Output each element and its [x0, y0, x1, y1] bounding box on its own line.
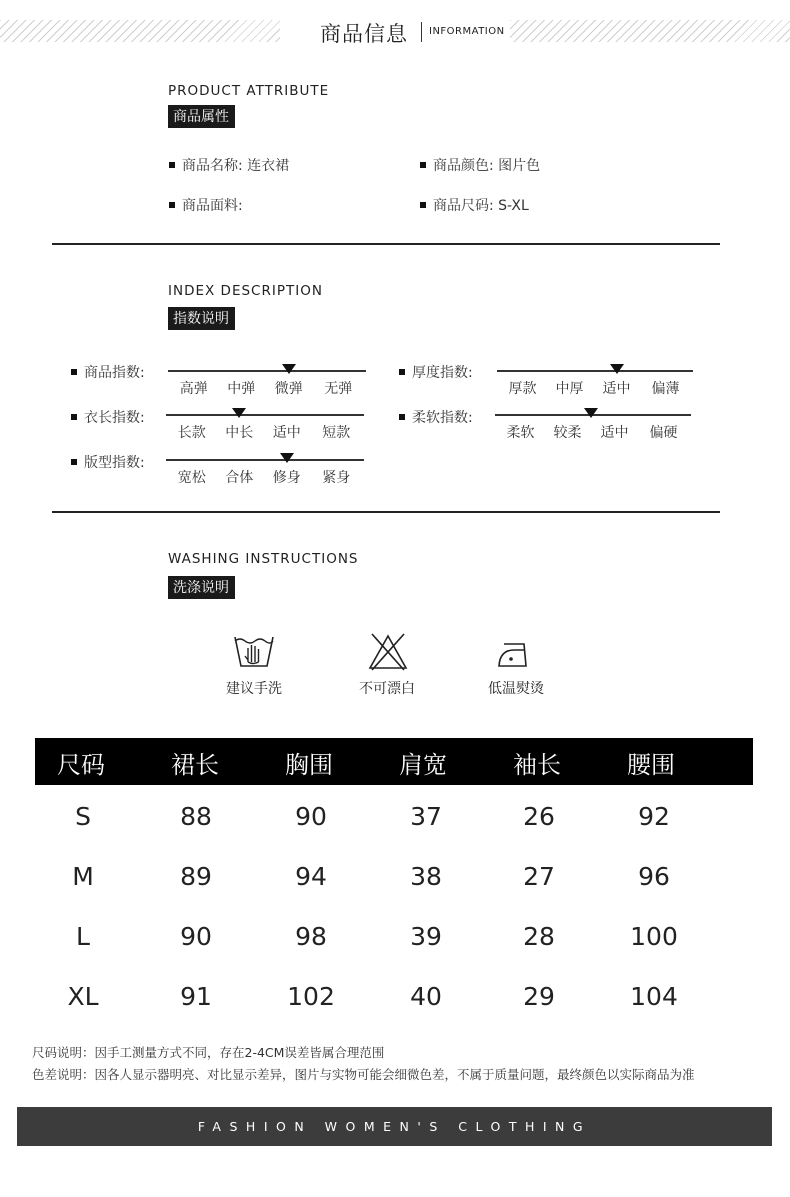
size-table-header-cell: 裙长 — [171, 751, 219, 779]
footer-banner — [17, 1107, 772, 1146]
size-table-cell: 90 — [180, 922, 212, 951]
size-table-cell: 29 — [523, 982, 555, 1011]
scale-option: 短款 — [322, 425, 351, 441]
size-table-cell: 94 — [295, 862, 327, 891]
index-scale-length — [166, 408, 364, 448]
size-table-header-cell: 尺码 — [57, 751, 105, 779]
bullet-icon — [71, 459, 77, 465]
hand-wash-icon — [232, 632, 276, 672]
index-label-softness: 柔软指数: — [399, 407, 473, 427]
scale-option: 微弹 — [274, 381, 303, 397]
color-note: 色差说明：因各人显示器明亮、对比显示差异，图片与实物可能会细微色差，不属于质量问题，最终颜色以实际商品为准 — [32, 1067, 695, 1082]
washing-title-en: WASHING INSTRUCTIONS — [168, 551, 359, 567]
size-table-cell: 26 — [523, 802, 555, 831]
scale-option: 偏薄 — [651, 381, 680, 397]
attribute-title-cn: 商品属性 — [168, 105, 235, 128]
scale-marker-icon — [282, 364, 296, 374]
section-divider — [52, 243, 720, 245]
size-table-cell: 102 — [287, 982, 335, 1011]
size-table-size-cell: L — [76, 922, 90, 951]
size-table-cell: 89 — [180, 862, 212, 891]
bullet-icon — [169, 162, 175, 168]
attribute-item-color: 商品颜色: 图片色 — [420, 155, 540, 175]
size-table-cell: 98 — [295, 922, 327, 951]
scale-option: 较柔 — [553, 425, 582, 441]
bullet-icon — [399, 369, 405, 375]
section-divider — [52, 511, 720, 513]
size-table-cell: 96 — [638, 862, 670, 891]
bullet-icon — [420, 202, 426, 208]
size-table-cell: 92 — [638, 802, 670, 831]
attribute-item-size: 商品尺码: S-XL — [420, 195, 529, 215]
size-table-header — [35, 738, 753, 785]
size-table-cell: 37 — [410, 802, 442, 831]
scale-option: 偏硬 — [649, 425, 678, 441]
header-subtitle: INFORMATION — [429, 26, 505, 37]
index-scale-fit — [166, 453, 364, 493]
size-table-cell: 88 — [180, 802, 212, 831]
index-label-elasticity: 商品指数: — [71, 362, 145, 382]
size-note: 尺码说明：因手工测量方式不同，存在2-4CM误差皆属合理范围 — [32, 1045, 385, 1060]
scale-option: 中长 — [225, 425, 254, 441]
wash-label-hand: 建议手洗 — [226, 681, 282, 697]
index-scale-thickness — [497, 364, 693, 404]
index-title-cn: 指数说明 — [168, 307, 235, 330]
scale-option: 适中 — [600, 425, 629, 441]
size-table-header-cell: 袖长 — [513, 751, 561, 779]
header-hatch-right — [510, 20, 790, 42]
header-hatch-left — [0, 20, 280, 42]
washing-title-cn: 洗涤说明 — [168, 576, 235, 599]
size-table-cell: 38 — [410, 862, 442, 891]
scale-option: 高弹 — [179, 381, 208, 397]
footer-text: FASHION WOMEN'S CLOTHING — [197, 1119, 592, 1134]
scale-marker-icon — [610, 364, 624, 374]
size-table-size-cell: M — [72, 862, 94, 891]
scale-option: 适中 — [602, 381, 631, 397]
scale-option: 中弹 — [227, 381, 256, 397]
scale-option: 柔软 — [506, 425, 535, 441]
scale-line — [166, 414, 364, 416]
size-table-cell: 104 — [630, 982, 678, 1011]
wash-label-iron: 低温熨烫 — [488, 681, 544, 697]
size-table-header-cell: 胸围 — [285, 751, 333, 779]
size-table-size-cell: S — [75, 802, 91, 831]
wash-label-bleach: 不可漂白 — [359, 681, 415, 697]
low-iron-icon — [494, 632, 538, 672]
size-table-cell: 39 — [410, 922, 442, 951]
scale-option: 宽松 — [177, 470, 206, 486]
header-separator — [421, 22, 422, 42]
scale-option: 长款 — [177, 425, 206, 441]
size-table-cell: 91 — [180, 982, 212, 1011]
index-scale-elasticity — [168, 364, 366, 404]
size-table-cell: 40 — [410, 982, 442, 1011]
attribute-item-name: 商品名称: 连衣裙 — [169, 155, 289, 175]
scale-option: 适中 — [272, 425, 301, 441]
scale-option: 厚款 — [508, 381, 537, 397]
scale-option: 无弹 — [324, 381, 353, 397]
index-label-thickness: 厚度指数: — [399, 362, 473, 382]
size-table-cell: 100 — [630, 922, 678, 951]
size-table-size-cell: XL — [67, 982, 99, 1011]
index-title-en: INDEX DESCRIPTION — [168, 283, 323, 299]
attribute-title-en: PRODUCT ATTRIBUTE — [168, 83, 330, 99]
bullet-icon — [71, 369, 77, 375]
scale-marker-icon — [280, 453, 294, 463]
scale-line — [497, 370, 693, 372]
scale-marker-icon — [584, 408, 598, 418]
attribute-item-fabric: 商品面料: — [169, 195, 243, 215]
size-table-header-cell: 腰围 — [627, 751, 675, 779]
bullet-icon — [420, 162, 426, 168]
index-label-fit: 版型指数: — [71, 452, 145, 472]
index-label-length: 衣长指数: — [71, 407, 145, 427]
scale-option: 合体 — [225, 470, 254, 486]
scale-marker-icon — [232, 408, 246, 418]
scale-option: 紧身 — [322, 470, 351, 486]
size-table-cell: 90 — [295, 802, 327, 831]
index-scale-softness — [495, 408, 691, 448]
scale-option: 修身 — [272, 470, 301, 486]
header-title: 商品信息 — [320, 22, 408, 46]
scale-line — [166, 459, 364, 461]
size-table-header-cell: 肩宽 — [399, 751, 447, 779]
scale-option: 中厚 — [555, 381, 584, 397]
no-bleach-icon — [366, 632, 410, 672]
bullet-icon — [71, 414, 77, 420]
bullet-icon — [399, 414, 405, 420]
scale-line — [168, 370, 366, 372]
size-table-cell: 28 — [523, 922, 555, 951]
bullet-icon — [169, 202, 175, 208]
size-table-cell: 27 — [523, 862, 555, 891]
